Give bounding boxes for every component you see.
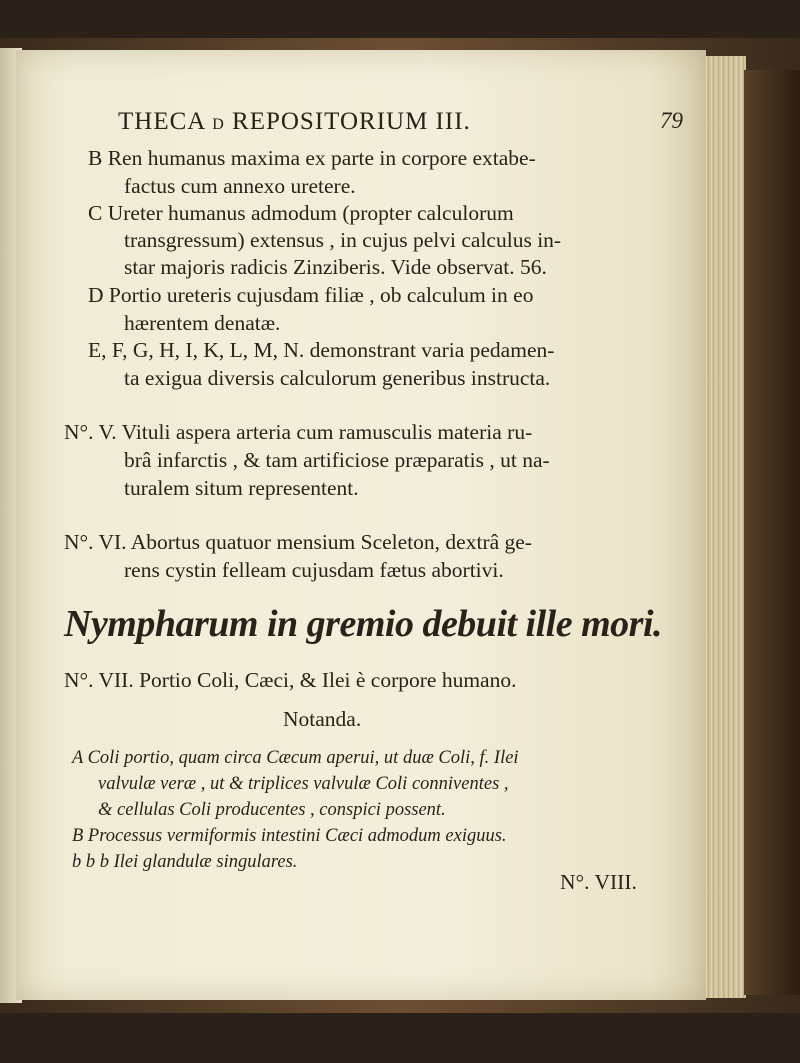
entry-b-line-1: B Ren humanus maxima ex parte in corpore extabe-	[88, 146, 536, 170]
entry-b-line-2: factus cum annexo uretere.	[124, 174, 356, 198]
n5-line-3: turalem situm representent.	[124, 476, 359, 500]
entry-c-line-2: transgressum) extensus , in cujus pelvi calculus in-	[124, 228, 562, 252]
book-spine	[744, 70, 800, 995]
running-head-theca: THECA	[118, 108, 205, 135]
n7-line: N°. VII. Portio Coli, Cæci, & Ilei è corpore humano.	[64, 668, 517, 692]
entry-d-line-1: D Portio ureteris cujusdam filiæ , ob calculum in eo	[88, 283, 534, 307]
n5-line-2: brâ infarctis , & tam artificiose præparatis , ut na-	[124, 448, 550, 472]
note-a-line-3: & cellulas Coli producentes , conspici possent.	[98, 800, 446, 820]
entry-c-line-3: star majoris radicis Zinziberis. Vide observat. 56.	[124, 255, 547, 279]
running-head-repository: REPOSITORIUM III.	[232, 108, 471, 135]
catchword: N°. VIII.	[560, 870, 637, 894]
notanda-heading: Notanda.	[283, 707, 362, 731]
running-head-d: D	[212, 116, 225, 133]
motto: Nympharum in gremio debuit ille mori.	[64, 603, 662, 645]
n6-line-2: rens cystin felleam cujusdam fætus abortivi.	[124, 558, 504, 582]
running-head	[118, 108, 471, 136]
note-a-line-1: A Coli portio, quam circa Cæcum aperui, ut duæ Coli, f. Ilei	[72, 748, 519, 768]
entry-d-line-2: hærentem denatæ.	[124, 311, 281, 335]
note-bbb-line: b b b Ilei glandulæ singulares.	[72, 852, 298, 872]
entry-c-line-1: C Ureter humanus admodum (propter calculorum	[88, 201, 514, 225]
page-number: 79	[660, 108, 683, 133]
n6-line-1: N°. VI. Abortus quatuor mensium Sceleton, dextrâ ge-	[64, 530, 532, 554]
entry-e-line-2: ta exigua diversis calculorum generibus instructa.	[124, 366, 551, 390]
page-edges	[700, 56, 746, 998]
n5-line-1: N°. V. Vituli aspera arteria cum ramusculis materia ru-	[64, 420, 533, 444]
note-a-line-2: valvulæ veræ , ut & triplices valvulæ Coli conniventes ,	[98, 774, 509, 794]
note-b-line: B Processus vermiformis intestini Cæci admodum exiguus.	[72, 826, 507, 846]
entry-e-line-1: E, F, G, H, I, K, L, M, N. demonstrant varia pedamen-	[88, 338, 555, 362]
